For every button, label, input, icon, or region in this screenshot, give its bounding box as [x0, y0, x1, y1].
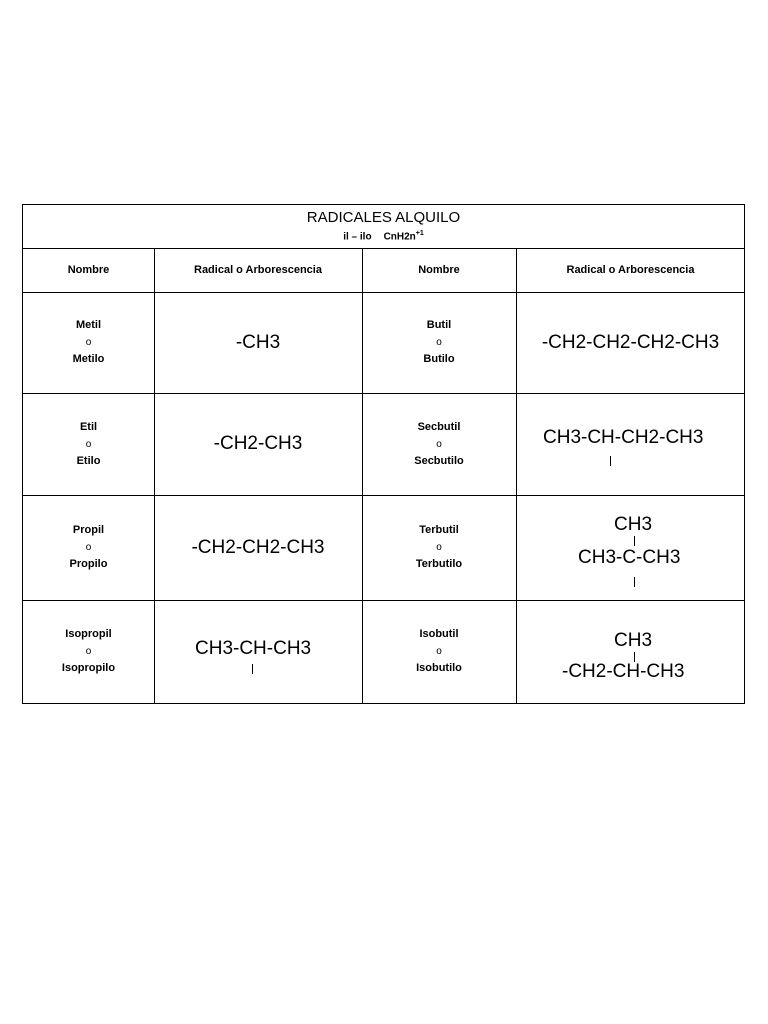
name-cell-metil — [23, 292, 154, 393]
formula-cell-secbutil — [516, 393, 745, 495]
header-nombre-2: Nombre — [418, 264, 460, 276]
radical-alt-name: Isopropilo — [61, 662, 116, 674]
radical-alt-name: Propilo — [69, 558, 108, 570]
formula-isobutil-top: CH3 — [614, 630, 653, 651]
formula-metil: -CH3 — [235, 331, 281, 353]
name-connector: o — [436, 438, 442, 450]
formula-terbutil: CH3-C-CH3 — [578, 547, 681, 568]
formula-isopropil: CH3-CH-CH3 — [195, 638, 312, 659]
suffix-note: il – ilo — [343, 231, 372, 243]
name-cell-butil — [362, 292, 516, 393]
name-cell-propil — [23, 495, 154, 600]
formula-secbutil: CH3-CH-CH2-CH3 — [543, 427, 704, 448]
bond-up-line — [634, 536, 635, 546]
name-connector: o — [85, 438, 92, 450]
radical-name: Terbutil — [419, 524, 459, 536]
general-formula: CnH2n — [383, 231, 416, 243]
bond-down-line — [252, 664, 253, 674]
name-cell-secbutil — [362, 393, 516, 495]
radical-name: Secbutil — [417, 420, 461, 433]
radical-name: Etil — [79, 420, 98, 433]
header-radical-2: Radical o Arborescencia — [566, 264, 695, 276]
name-connector: o — [436, 646, 442, 657]
name-cell-terbutil — [362, 495, 516, 600]
radical-alt-name: Isobutilo — [416, 662, 462, 674]
formula-propil: -CH2-CH2-CH3 — [191, 536, 325, 558]
name-connector: o — [85, 646, 92, 657]
formula-terbutil-top: CH3 — [614, 514, 653, 535]
radical-name: Butil — [426, 319, 452, 331]
radical-alt-name: Metilo — [72, 353, 105, 365]
bond-down-line — [610, 456, 611, 466]
radical-name: Propil — [72, 524, 105, 536]
general-formula-exponent: +1 — [415, 230, 424, 237]
formula-cell-terbutil — [516, 495, 745, 600]
bond-down-line — [634, 577, 635, 587]
name-connector: o — [436, 337, 442, 348]
name-connector: o — [436, 542, 442, 553]
name-cell-isobutil — [362, 600, 516, 703]
formula-butil: -CH2-CH2-CH2-CH3 — [541, 331, 720, 353]
table-title: RADICALES ALQUILO — [306, 209, 461, 226]
table-subtitle — [23, 230, 744, 242]
name-connector: o — [85, 337, 92, 348]
radical-name: Metil — [75, 319, 102, 331]
formula-etil: -CH2-CH3 — [213, 433, 303, 454]
title-row — [23, 205, 744, 249]
formula-cell-isobutil — [516, 600, 745, 703]
formula-isobutil: -CH2-CH-CH3 — [562, 661, 685, 682]
name-cell-etil — [23, 393, 154, 495]
radical-alt-name: Secbutilo — [414, 454, 464, 467]
radicales-table — [22, 204, 745, 704]
name-cell-isopropil — [23, 600, 154, 703]
radical-alt-name: Butilo — [423, 353, 455, 365]
name-connector: o — [85, 542, 92, 553]
header-radical-1: Radical o Arborescencia — [194, 264, 322, 276]
radical-name: Isopropil — [65, 628, 112, 640]
radical-alt-name: Etilo — [76, 454, 101, 467]
radical-alt-name: Terbutilo — [415, 558, 463, 570]
formula-cell-isopropil — [154, 600, 362, 703]
radical-name: Isobutil — [419, 628, 459, 640]
header-nombre-1: Nombre — [67, 264, 110, 276]
